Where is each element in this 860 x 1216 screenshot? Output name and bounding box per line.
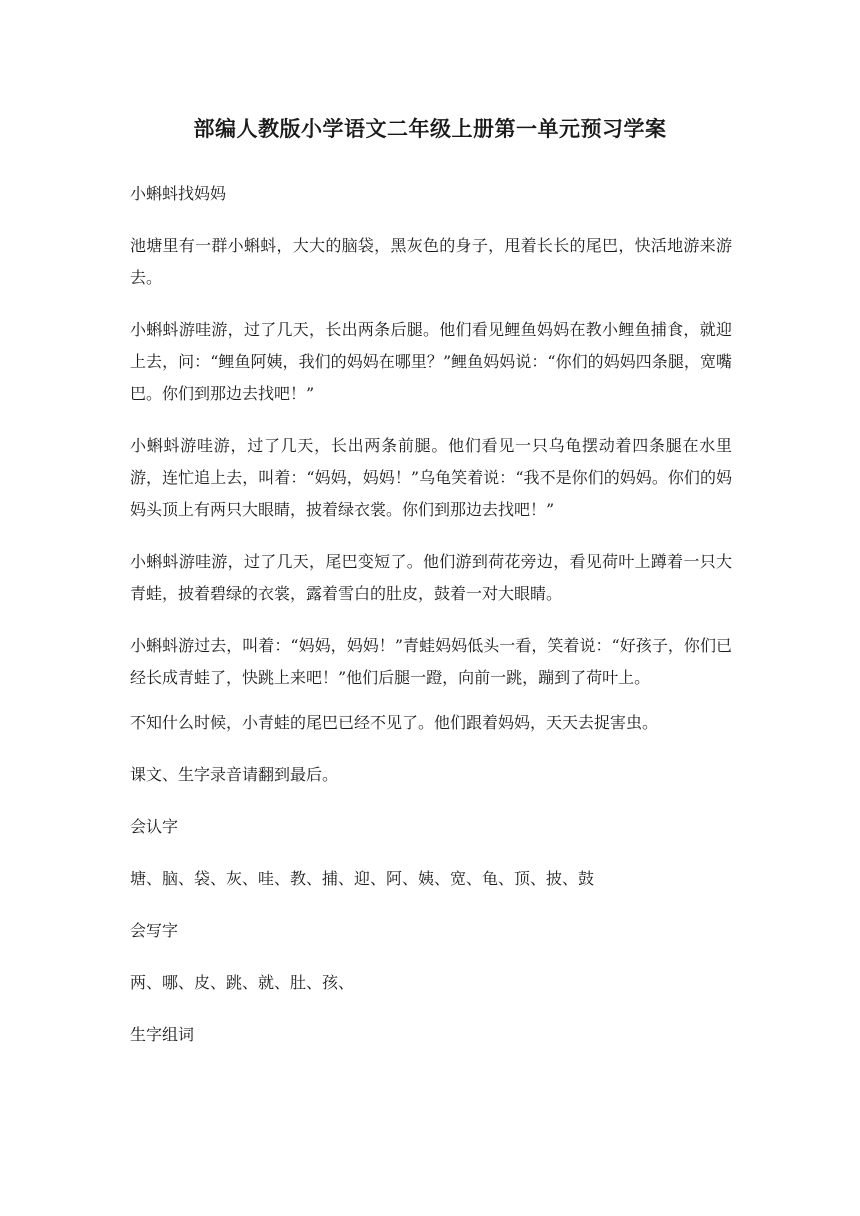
story-paragraph-4: 小蝌蚪游哇游，过了几天，尾巴变短了。他们游到荷花旁边，看见荷叶上蹲着一只大青蛙，披着碧绿的衣裳，露着雪白的肚皮，鼓着一对大眼睛。 <box>130 552 732 603</box>
recognize-heading: 会认字 <box>130 817 179 836</box>
document-body <box>130 178 732 1051</box>
story-paragraph-5: 小蝌蚪游过去，叫着：“妈妈，妈妈！”青蛙妈妈低头一看，笑着说：“好孩子，你们已经长成青蛙了，快跳上来吧！”他们后腿一蹬，向前一跳，蹦到了荷叶上。 <box>130 636 732 687</box>
word-group-heading: 生字组词 <box>130 1025 195 1044</box>
lesson-title: 小蝌蚪找妈妈 <box>130 184 227 203</box>
story-paragraph-1: 池塘里有一群小蝌蚪，大大的脑袋，黑灰色的身子，甩着长长的尾巴，快活地游来游去。 <box>130 236 732 287</box>
story-paragraph-6: 不知什么时候，小青蛙的尾巴已经不见了。他们跟着妈妈，天天去捉害虫。 <box>130 713 659 732</box>
story-paragraph-2: 小蝌蚪游哇游，过了几天，长出两条后腿。他们看见鲤鱼妈妈在教小鲤鱼捕食，就迎上去，问：“鲤鱼阿姨，我们的妈妈在哪里？”鲤鱼妈妈说：“你们的妈妈四条腿，宽嘴巴。你们到那边去找吧！” <box>130 320 732 403</box>
recognize-char-list: 塘、脑、袋、灰、哇、教、捕、迎、阿、姨、宽、龟、顶、披、鼓 <box>130 869 595 888</box>
write-heading: 会写字 <box>130 921 179 940</box>
story-paragraph-3: 小蝌蚪游哇游，过了几天，长出两条前腿。他们看见一只乌龟摆动着四条腿在水里游，连忙追上去，叫着：“妈妈，妈妈！”乌龟笑着说：“我不是你们的妈妈。你们的妈妈头顶上有两只大眼睛，披着绿衣裳。你们到那边去找吧！” <box>130 436 732 519</box>
audio-note: 课文、生字录音请翻到最后。 <box>130 765 339 784</box>
write-char-list: 两、哪、皮、跳、就、肚、孩、 <box>130 973 355 992</box>
document-title: 部编人教版小学语文二年级上册第一单元预习学案 <box>193 116 667 141</box>
